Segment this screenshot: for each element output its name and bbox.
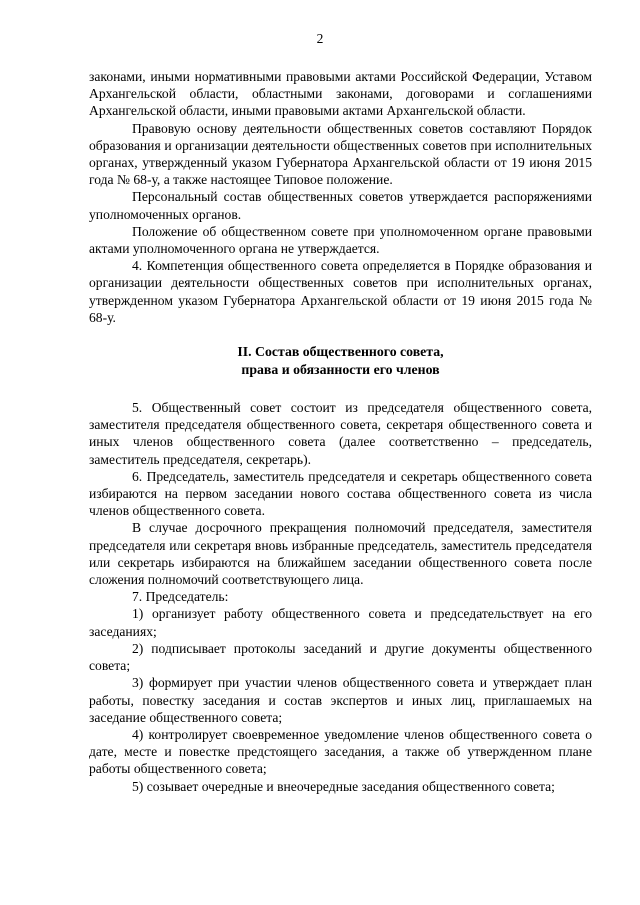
- paragraph-item-7: 7. Председатель:: [132, 589, 229, 605]
- list-item-1: 1) организует работу общественного совета и председательствует на его заседаниях;: [89, 606, 592, 639]
- list-item-3: 3) формирует при участии членов общественного совета и утверждает план работы, повестку заседания и состав экспертов и иных лиц, приглашаемых на заседание общественного совета;: [89, 675, 592, 725]
- paragraph-legal-acts: законами, иными нормативными правовыми актами Российской Федерации, Уставом Архангельской области, областными законами, договорами и соглашениями Архангельской области, иными правовыми актами Архангельской области.: [89, 69, 592, 119]
- section-heading: [89, 343, 592, 379]
- document-body: [89, 68, 592, 795]
- paragraphs-before-section: [89, 68, 592, 326]
- paragraph-regulation-approval: Положение об общественном совете при уполномоченном органе правовыми актами уполномоченного органа не утверждается.: [89, 223, 592, 257]
- list-item-5: 5) созывает очередные и внеочередные заседания общественного совета;: [132, 778, 555, 794]
- list-item-2: 2) подписывает протоколы заседаний и другие документы общественного совета;: [89, 640, 592, 674]
- section-heading-line-1: II. Состав общественного совета,: [237, 344, 444, 360]
- list-item-4: 4) контролирует своевременное уведомление членов общественного совета о дате, месте и повестке предстоящего заседания, а также об утвержденном плане работы общественного совета;: [89, 726, 592, 777]
- paragraph-item-5: 5. Общественный совет состоит из председателя общественного совета, заместителя председателя общественного совета, секретаря общественного совета и иных членов общественного совета (далее соответственно – председатель, заместитель председателя, секретарь).: [89, 400, 592, 467]
- paragraph-item-6: 6. Председатель, заместитель председателя и секретарь общественного совета избираются на первом заседании нового состава общественного совета из числа членов общественного совета.: [89, 468, 592, 519]
- section-heading-line-2: права и обязанности его членов: [241, 362, 440, 378]
- paragraph-early-termination: В случае досрочного прекращения полномочий председателя, заместителя председателя или секретаря вновь избранные председатель, заместитель председателя или секретарь избираются на ближайшем заседании общественного совета после сложения полномочий соответствующего лица.: [89, 520, 592, 588]
- page-number: 2: [316, 31, 324, 46]
- paragraphs-after-section: [89, 399, 592, 795]
- paragraph-personal-composition: Персональный состав общественных советов утверждается распоряжениями уполномоченных органов.: [89, 189, 592, 222]
- paragraph-item-4: 4. Компетенция общественного совета определяется в Порядке образования и организации деятельности общественных советов при исполнительных органах, утвержденном указом Губернатора Архангельской области от 19 июня 2015 года № 68-у.: [89, 258, 592, 325]
- paragraph-legal-basis: Правовую основу деятельности общественных советов составляют Порядок образования и организации деятельности общественных советов при исполнительных органах, утвержденный указом Губернатора Архангельской области от 19 июня 2015 года № 68-у, а также настоящее Типовое положение.: [89, 120, 592, 188]
